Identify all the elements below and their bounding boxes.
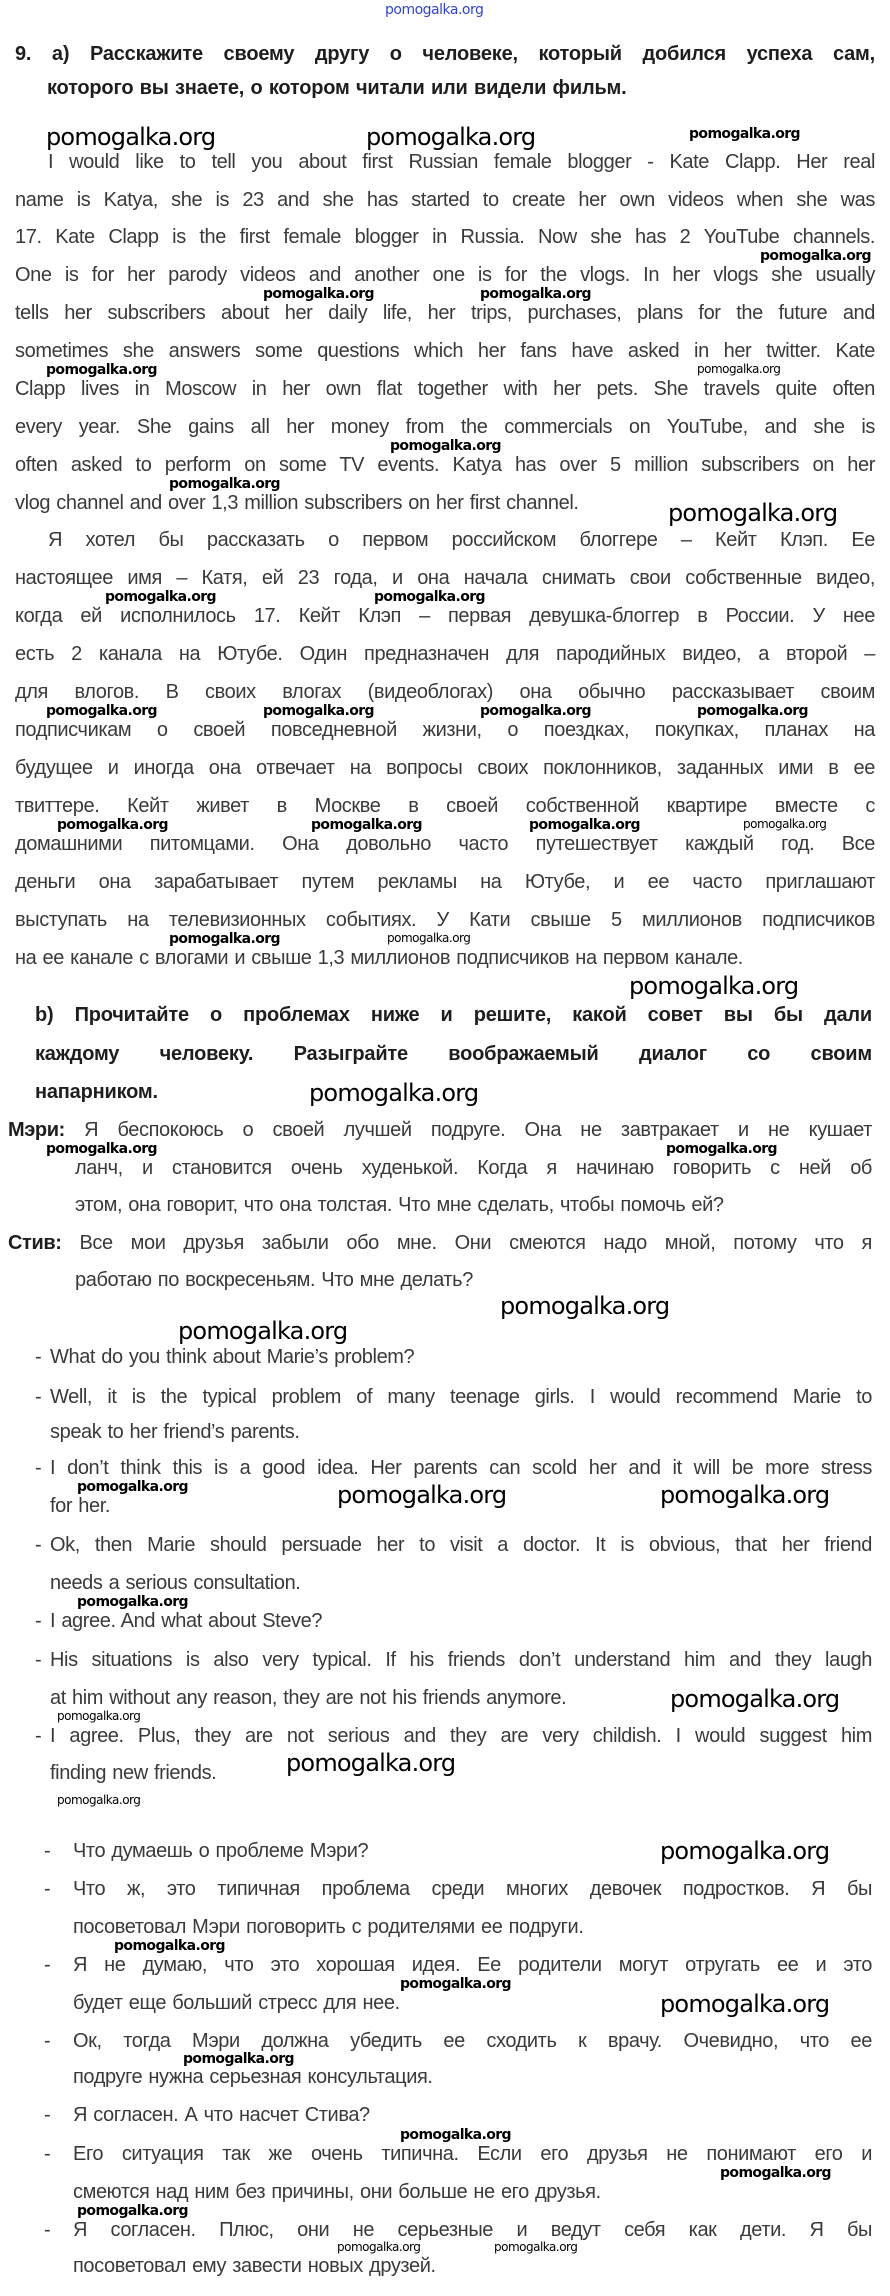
watermark: pomogalka.org [57, 1709, 141, 1723]
dialogue-en-line: for her. [50, 1495, 111, 1517]
watermark: pomogalka.org [480, 703, 591, 719]
task-a-title-line: 9. а) Расскажите своему другу о человеке, который добился успеха сам, [15, 43, 875, 65]
dialogue-dash: - [35, 1610, 42, 1632]
dialogue-dash: - [44, 2104, 51, 2126]
dialogue-dash: - [35, 1386, 42, 1408]
watermark: pomogalka.org [480, 286, 591, 302]
dialogue-dash: - [44, 2143, 51, 2165]
story-ru-line: домашними питомцами. Она довольно часто путешествует каждый год. Все [15, 833, 875, 855]
watermark: pomogalka.org [114, 1938, 225, 1954]
story-ru-line: будущее и иногда она отвечает на вопросы своих поклонников, заданных ими в ее [15, 757, 875, 779]
watermark: pomogalka.org [697, 703, 808, 719]
watermark: pomogalka.org [668, 499, 838, 527]
dialogue-en-line: I agree. Plus, they are not serious and they are very childish. I would suggest him [50, 1725, 872, 1747]
watermark: pomogalka.org [183, 2051, 294, 2067]
speaker-label: Мэри: [8, 1119, 65, 1141]
watermark: pomogalka.org [387, 931, 471, 945]
dialogue-en-line: finding new friends. [50, 1762, 217, 1784]
dialogue-dash: - [35, 1457, 42, 1479]
watermark: pomogalka.org [500, 1292, 670, 1320]
header-watermark: pomogalka.org [385, 2, 484, 18]
speaker-label: Стив: [8, 1232, 62, 1254]
dialogue-ru-line: будет еще больший стресс для нее. [73, 1992, 400, 2014]
dialogue-en-line: Well, it is the typical problem of many teenage girls. I would recommend Marie to [50, 1386, 872, 1408]
problem-text-line: ланч, и становится очень худенькой. Когда я начинаю говорить с ней об [75, 1157, 872, 1179]
watermark: pomogalka.org [629, 972, 799, 1000]
watermark: pomogalka.org [77, 1479, 188, 1495]
story-ru-line: подписчикам о своей повседневной жизни, о поездках, покупках, планах на [15, 719, 875, 741]
dialogue-dash: - [44, 1878, 51, 1900]
dialogue-dash: - [44, 2030, 51, 2052]
problem-steve-line [8, 1231, 872, 1255]
task-b-title-line: напарником. [35, 1081, 158, 1103]
watermark: pomogalka.org [337, 2240, 421, 2254]
watermark: pomogalka.org [720, 2165, 831, 2181]
watermark: pomogalka.org [670, 1685, 840, 1713]
watermark: pomogalka.org [77, 2203, 188, 2219]
dialogue-ru-line: Я согласен. А что насчет Стива? [73, 2104, 370, 2126]
watermark: pomogalka.org [366, 123, 536, 151]
watermark: pomogalka.org [494, 2240, 578, 2254]
watermark: pomogalka.org [263, 703, 374, 719]
story-en-line: I would like to tell you about first Russian female blogger - Kate Clapp. Her real [48, 151, 875, 173]
task-b-title-line: каждому человеку. Разыграйте воображаемый диалог со своим [35, 1043, 872, 1065]
watermark: pomogalka.org [660, 1481, 830, 1509]
watermark: pomogalka.org [57, 817, 168, 833]
dialogue-dash: - [35, 1346, 42, 1368]
story-ru-line: есть 2 канала на Ютубе. Один предназначен для пародийных видео, а второй – [15, 643, 875, 665]
watermark: pomogalka.org [57, 1793, 141, 1807]
dialogue-ru-line: смеются над ним без причины, они больше не его друзья. [73, 2181, 601, 2203]
problem-text-line: этом, она говорит, что она толстая. Что мне сделать, чтобы помочь ей? [75, 1194, 724, 1216]
watermark: pomogalka.org [337, 1481, 507, 1509]
story-en-line: tells her subscribers about her daily life, her trips, purchases, plans for the future and [15, 302, 875, 324]
watermark: pomogalka.org [760, 248, 871, 264]
problem-text: Все мои друзья забыли обо мне. Они смеются надо мной, потому что я [79, 1232, 872, 1254]
watermark: pomogalka.org [169, 931, 280, 947]
story-ru-line: когда ей исполнилось 17. Кейт Клэп – первая девушка-блоггер в России. У нее [15, 605, 875, 627]
story-en-line: sometimes she answers some questions which her fans have asked in her twitter. Kate [15, 340, 875, 362]
story-ru-line: Я хотел бы рассказать о первом российском блоггере – Кейт Клэп. Ее [48, 529, 875, 551]
problem-mary-line [8, 1118, 872, 1142]
task-a-title-line: которого вы знаете, о котором читали или видели фильм. [47, 77, 627, 99]
watermark: pomogalka.org [46, 362, 157, 378]
story-en-line: vlog channel and over 1,3 million subscribers on her first channel. [15, 492, 579, 514]
watermark: pomogalka.org [660, 1837, 830, 1865]
watermark: pomogalka.org [660, 1990, 830, 2018]
dialogue-en-line: needs a serious consultation. [50, 1572, 301, 1594]
task-b-title-line: b) Прочитайте о проблемах ниже и решите, какой совет вы бы дали [35, 1004, 872, 1026]
watermark: pomogalka.org [374, 589, 485, 605]
dialogue-en-line: I don’t think this is a good idea. Her parents can scold her and it will be more stress [50, 1457, 872, 1479]
dialogue-en-line: His situations is also very typical. If his friends don’t understand him and they laugh [50, 1649, 872, 1671]
dialogue-en-line: at him without any reason, they are not his friends anymore. [50, 1687, 567, 1709]
dialogue-en-line: Ok, then Marie should persuade her to visit a doctor. It is obvious, that her friend [50, 1534, 872, 1556]
watermark: pomogalka.org [286, 1749, 456, 1777]
dialogue-ru-line: Его ситуация так же очень типична. Если его друзья не понимают его и [73, 2143, 872, 2165]
dialogue-dash: - [44, 2219, 51, 2241]
problem-text-line: работаю по воскресеньям. Что мне делать? [75, 1269, 473, 1291]
dialogue-ru-line: посоветовал Мэри поговорить с родителями ее подруги. [73, 1916, 584, 1938]
dialogue-en-line: What do you think about Marie’s problem? [50, 1346, 415, 1368]
dialogue-ru-line: Я не думаю, что это хорошая идея. Ее родители могут отругать ее и это [73, 1954, 872, 1976]
dialogue-dash: - [35, 1725, 42, 1747]
story-en-line: often asked to perform on some TV events. Katya has over 5 million subscribers on her [15, 454, 875, 476]
watermark: pomogalka.org [390, 438, 501, 454]
dialogue-ru-line: подруге нужна серьезная консультация. [73, 2066, 433, 2088]
dialogue-dash: - [35, 1649, 42, 1671]
dialogue-ru-line: Ок, тогда Мэри должна убедить ее сходить к врачу. Очевидно, что ее [73, 2030, 872, 2052]
watermark: pomogalka.org [311, 817, 422, 833]
watermark: pomogalka.org [697, 362, 781, 376]
story-en-line: 17. Kate Clapp is the first female blogger in Russia. Now she has 2 YouTube channels. [15, 226, 875, 248]
watermark: pomogalka.org [400, 1976, 511, 1992]
story-ru-line: настоящее имя – Катя, ей 23 года, и она начала снимать свои собственные видео, [15, 567, 875, 589]
dialogue-dash: - [35, 1534, 42, 1556]
watermark: pomogalka.org [46, 703, 157, 719]
dialogue-en-line: speak to her friend’s parents. [50, 1421, 300, 1443]
watermark: pomogalka.org [263, 286, 374, 302]
story-ru-line: на ее канале с влогами и свыше 1,3 миллионов подписчиков на первом канале. [15, 947, 743, 969]
story-en-line: Clapp lives in Moscow in her own flat together with her pets. She travels quite often [15, 378, 875, 400]
dialogue-ru-line: посоветовал ему завести новых друзей. [73, 2255, 436, 2277]
watermark: pomogalka.org [743, 817, 827, 831]
story-en-line: name is Katya, she is 23 and she has started to create her own videos when she was [15, 189, 875, 211]
dialogue-ru-line: Я согласен. Плюс, они не серьезные и ведут себя как дети. Я бы [73, 2219, 872, 2241]
story-en-line: every year. She gains all her money from the commercials on YouTube, and she is [15, 416, 875, 438]
dialogue-dash: - [44, 1840, 51, 1862]
watermark: pomogalka.org [169, 476, 280, 492]
story-ru-line: твиттере. Кейт живет в Москве в своей собственной квартире вместе с [15, 795, 875, 817]
story-ru-line: деньги она зарабатывает путем рекламы на Ютубе, и ее часто приглашают [15, 871, 875, 893]
problem-text: Я беспокоюсь о своей лучшей подруге. Она не завтракает и не кушает [84, 1119, 872, 1141]
watermark: pomogalka.org [46, 1141, 157, 1157]
dialogue-ru-line: Что ж, это типичная проблема среди многих девочек подростков. Я бы [73, 1878, 872, 1900]
watermark: pomogalka.org [178, 1317, 348, 1345]
story-en-line: One is for her parody videos and another one is for the vlogs. In her vlogs she usually [15, 264, 875, 286]
watermark: pomogalka.org [400, 2127, 511, 2143]
story-ru-line: выступать на телевизионных событиях. У Кати свыше 5 миллионов подписчиков [15, 909, 875, 931]
dialogue-en-line: I agree. And what about Steve? [50, 1610, 323, 1632]
watermark: pomogalka.org [666, 1141, 777, 1157]
story-ru-line: для влогов. В своих влогах (видеоблогах) она обычно рассказывает своим [15, 681, 875, 703]
dialogue-dash: - [44, 1954, 51, 1976]
watermark: pomogalka.org [309, 1079, 479, 1107]
watermark: pomogalka.org [689, 126, 800, 142]
watermark: pomogalka.org [77, 1594, 188, 1610]
watermark: pomogalka.org [46, 123, 216, 151]
dialogue-ru-line: Что думаешь о проблеме Мэри? [73, 1840, 369, 1862]
watermark: pomogalka.org [105, 589, 216, 605]
watermark: pomogalka.org [529, 817, 640, 833]
